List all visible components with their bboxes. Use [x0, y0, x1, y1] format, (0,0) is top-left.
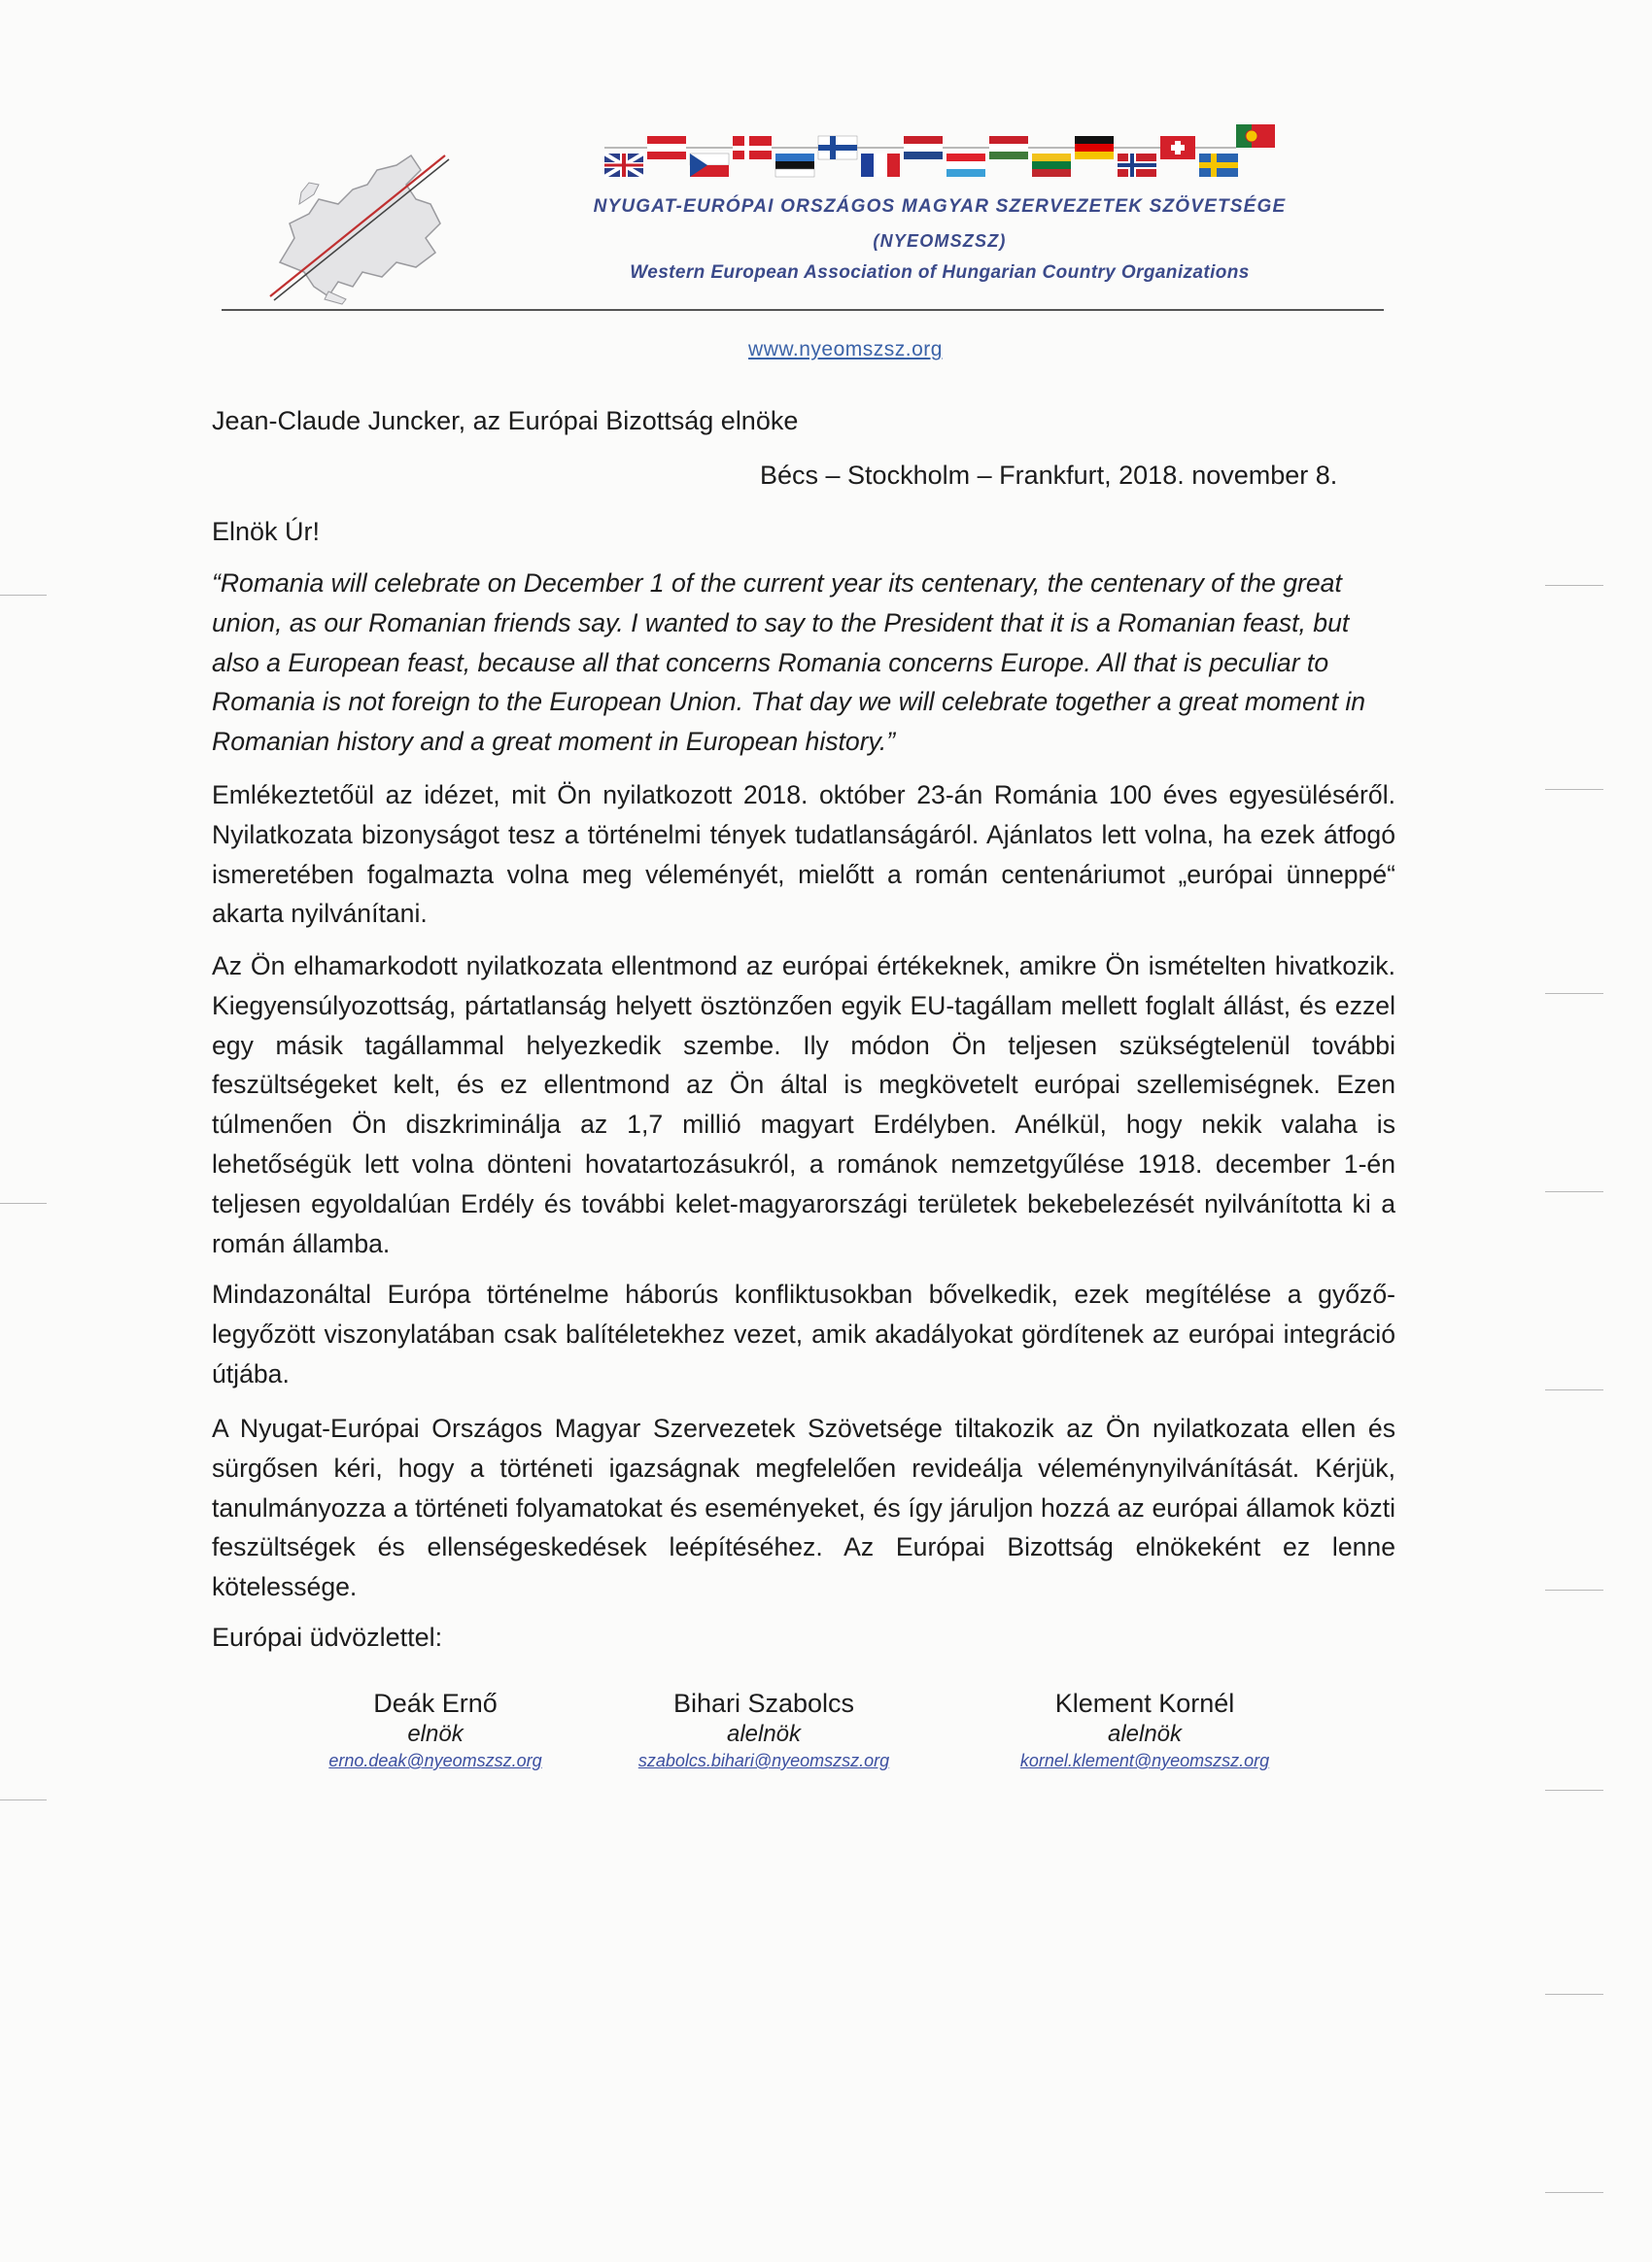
- website-link[interactable]: www.nyeomszsz.org: [748, 338, 943, 360]
- scan-mark: [1545, 993, 1603, 994]
- header-divider: [222, 309, 1384, 311]
- signer-role: elnök: [407, 1721, 464, 1747]
- scan-mark: [1545, 1389, 1603, 1390]
- body-paragraph-3: Mindazonáltal Európa történelme háborús konfliktusokban bővelkedik, ezek megítélése a győző-legyőzött viszonylatában csak balítéletekhez vezet, amik akadályokat gördítenek az európai integráció útjába.: [212, 1280, 1395, 1388]
- signer-email-link[interactable]: szabolcs.bihari@nyeomszsz.org: [637, 1751, 890, 1770]
- organization-abbreviation: (NYEOMSZSZ): [873, 231, 1007, 251]
- place-and-date: Bécs – Stockholm – Frankfurt, 2018. november 8.: [760, 461, 1338, 490]
- quoted-statement: “Romania will celebrate on December 1 of the current year its centenary, the centenary of the great union, as our Romanian friends say. I wanted to say to the President that it is a Romanian feast, but also a European feast, because all that concerns Romania concerns Europe. All that is peculiar to Romania is not foreign to the European Union. That day we will celebrate together a great moment in Romanian history and a great moment in European history.”: [212, 568, 1366, 757]
- signer-email-link[interactable]: erno.deak@nyeomszsz.org: [328, 1751, 542, 1770]
- scan-mark: [1545, 1191, 1603, 1192]
- signature-block-president: [260, 1687, 610, 1772]
- signer-email-link[interactable]: kornel.klement@nyeomszsz.org: [1019, 1751, 1270, 1770]
- signature-block-vice-president-2: [970, 1687, 1320, 1772]
- signer-role: alelnök: [726, 1721, 802, 1747]
- organization-name-english: Western European Association of Hungarian Country Organizations: [630, 262, 1250, 283]
- scan-mark: [0, 1203, 47, 1204]
- signature-block-vice-president-1: [589, 1687, 939, 1772]
- scan-mark: [0, 1799, 47, 1800]
- organization-name-hungarian: NYUGAT-EURÓPAI ORSZÁGOS MAGYAR SZERVEZETEK SZÖVETSÉGE: [593, 196, 1287, 217]
- salutation: Elnök Úr!: [212, 517, 321, 546]
- scan-mark: [1545, 1590, 1603, 1591]
- signer-role: alelnök: [1107, 1721, 1183, 1747]
- europe-map-logo: [260, 146, 455, 306]
- body-paragraph-2: Az Ön elhamarkodott nyilatkozata ellentmond az európai értékeknek, amikre Ön ismételten hivatkozik. Kiegyensúlyozottság, pártatlanság helyett ösztönzően egyik EU-tagállam mellett foglalt állást, és ezzel egy másik tagállammal helyezkedik szembe. Ily módon Ön teljesen szükségtelenül további feszültségeket kelt, és ez ellentmond az Ön által is megkövetelt európai szellemiségnek. Ezen túlmenően Ön diszkriminálja az 1,7 millió magyart Erdélyben. Anélkül, hogy nekik valaha is lehetőségük lett volna dönteni hovatartozásukról, a románok nemzetgyűlése 1918. december 1-én teljesen egyoldalúan Erdély és további kelet-magyarországi területek bekebelezését nyilvánította ki a román államba.: [212, 951, 1395, 1258]
- scan-mark: [1545, 2192, 1603, 2193]
- scan-mark: [1545, 789, 1603, 790]
- european-flags-banner: [604, 124, 1275, 183]
- signer-name: Bihari Szabolcs: [672, 1689, 855, 1718]
- signer-name: Deák Ernő: [373, 1689, 498, 1718]
- signer-name: Klement Kornél: [1054, 1689, 1235, 1718]
- scan-mark: [1545, 1790, 1603, 1791]
- closing-phrase: Európai üdvözlettel:: [212, 1623, 443, 1652]
- scan-mark: [1545, 585, 1603, 586]
- recipient-line: Jean-Claude Juncker, az Európai Bizottság elnöke: [212, 406, 799, 435]
- body-paragraph-1: Emlékeztetőül az idézet, mit Ön nyilatkozott 2018. október 23-án Románia 100 éves egyesüléséről. Nyilatkozata bizonyságot tesz a történelmi tények tudatlanságáról. Ajánlatos lett volna, ha ezek átfogó ismeretében fogalmazta volna meg véleményét, mielőtt a román centenáriumot „európai ünneppé“ akarta nyilvánítani.: [212, 780, 1395, 929]
- body-paragraph-4: A Nyugat-Európai Országos Magyar Szervezetek Szövetsége tiltakozik az Ön nyilatkozata ellen és sürgősen kéri, hogy a történeti igazságnak megfelelően revideálja véleménynyilvánítását. Kérjük, tanulmányozza a történeti folyamatokat és eseményeket, és így járuljon hozzá az európai államok közti feszültségek és ellenségeskedések leépítéséhez. Az Európai Bizottság elnökeként ez lenne kötelessége.: [212, 1414, 1395, 1602]
- scan-mark: [1545, 1994, 1603, 1995]
- scan-mark: [0, 595, 47, 596]
